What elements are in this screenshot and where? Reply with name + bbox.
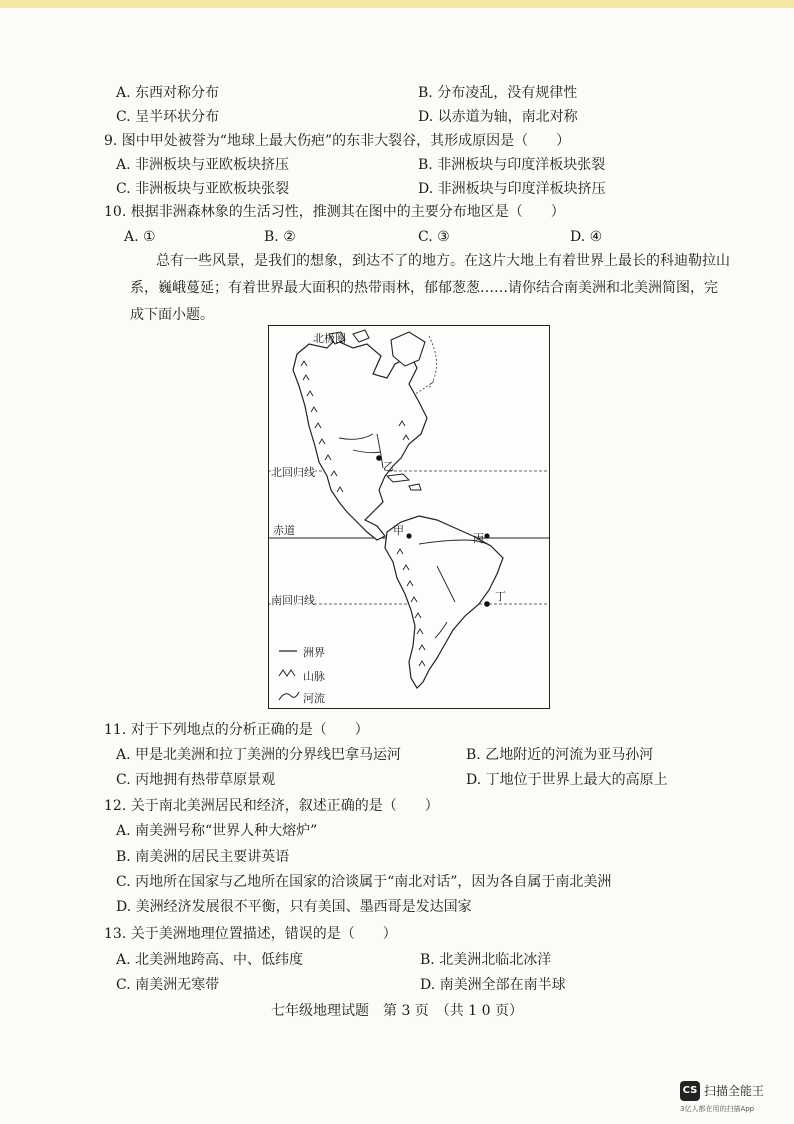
label-arctic-circle: 北极圈	[313, 332, 346, 345]
q10-option-b: B. ②	[264, 229, 296, 245]
q12-option-b: B. 南美洲的居民主要讲英语	[116, 849, 290, 865]
q11-stem: 11. 对于下列地点的分析正确的是（ ）	[104, 722, 369, 738]
camscanner-logo-icon: CS	[680, 1081, 700, 1101]
legend-mountain-label: 山脉	[303, 670, 325, 683]
q9-stem: 9. 图中甲处被誉为“地球上最大伤疤”的东非大裂谷，其形成原因是（ ）	[104, 133, 571, 149]
q9-option-d: D. 非洲板块与印度洋板块挤压	[418, 181, 606, 197]
q10-option-c: C. ③	[418, 229, 450, 245]
q11-option-d: D. 丁地位于世界上最大的高原上	[466, 772, 668, 788]
q10-option-d: D. ④	[570, 229, 603, 245]
q13-option-d: D. 南美洲全部在南半球	[420, 977, 566, 993]
q13-stem: 13. 关于美洲地理位置描述，错误的是（ ）	[104, 926, 397, 942]
q9-option-b: B. 非洲板块与印度洋板块张裂	[418, 157, 606, 173]
q12-stem: 12. 关于南北美洲居民和经济，叙述正确的是（ ）	[104, 798, 439, 814]
scan-edge	[0, 0, 794, 8]
label-equator: 赤道	[273, 524, 295, 537]
legend-river-icon	[279, 692, 299, 700]
passage: 总有一些风景，是我们的想象，到达不了的地方。在这片大地上有着世界上最长的科迪勒拉山系，巍峨蔓延；有着世界最大面积的热带雨林，郁郁葱葱……请你结合南美洲和北美洲简图，完成下面小题。	[130, 253, 730, 323]
q13-option-a: A. 北美洲地跨高、中、低纬度	[116, 952, 304, 968]
q11-option-a: A. 甲是北美洲和拉丁美洲的分界线巴拿马运河	[116, 747, 402, 763]
point-yi-dot	[376, 455, 382, 461]
label-tropic-of-cancer: 北回归线	[271, 466, 315, 479]
label-point-jia: 甲	[393, 524, 404, 537]
label-point-yi: 乙	[383, 460, 394, 473]
q12-option-c: C. 丙地所在国家与乙地所在国家的洽谈属于“南北对话”，因为各自属于南北美洲	[116, 874, 612, 890]
q8-option-b: B. 分布凌乱，没有规律性	[418, 85, 578, 101]
page-footer: 七年级地理试题 第 3 页 （共 1 0 页）	[271, 1003, 523, 1019]
label-point-ding: 丁	[495, 590, 506, 603]
q8-option-a: A. 东西对称分布	[116, 85, 220, 101]
scanner-app-name: 扫描全能王	[704, 1084, 765, 1098]
legend-river-label: 河流	[303, 692, 325, 705]
q10-stem: 10. 根据非洲森林象的生活习性，推测其在图中的主要分布地区是（ ）	[104, 204, 565, 220]
label-tropic-of-capricorn: 南回归线	[271, 594, 315, 607]
q8-option-d: D. 以赤道为轴，南北对称	[418, 109, 578, 125]
point-jia-dot	[406, 533, 411, 538]
q13-option-c: C. 南美洲无寒带	[116, 977, 220, 993]
q9-option-a: A. 非洲板块与亚欧板块挤压	[116, 157, 290, 173]
q13-option-b: B. 北美洲北临北冰洋	[420, 952, 552, 968]
q8-option-c: C. 呈半环状分布	[116, 109, 220, 125]
point-bing-dot	[484, 533, 489, 538]
americas-map	[268, 325, 550, 709]
q11-option-b: B. 乙地附近的河流为亚马孙河	[466, 747, 654, 763]
legend-mountain-icon	[279, 670, 295, 676]
north-america-outline	[293, 340, 427, 540]
scanner-watermark	[680, 1079, 790, 1119]
legend-boundary-label: 洲界	[303, 646, 325, 659]
q10-option-a: A. ①	[124, 229, 156, 245]
q9-option-c: C. 非洲板块与亚欧板块张裂	[116, 181, 290, 197]
scanner-tagline: 3亿人都在用的扫描App	[680, 1105, 755, 1113]
q12-option-d: D. 美洲经济发展很不平衡，只有美国、墨西哥是发达国家	[116, 899, 472, 915]
label-point-bing: 丙	[473, 532, 484, 545]
point-ding-dot	[484, 601, 490, 607]
q12-option-a: A. 南美洲号称“世界人种大熔炉”	[116, 823, 318, 839]
q11-option-c: C. 丙地拥有热带草原景观	[116, 772, 276, 788]
